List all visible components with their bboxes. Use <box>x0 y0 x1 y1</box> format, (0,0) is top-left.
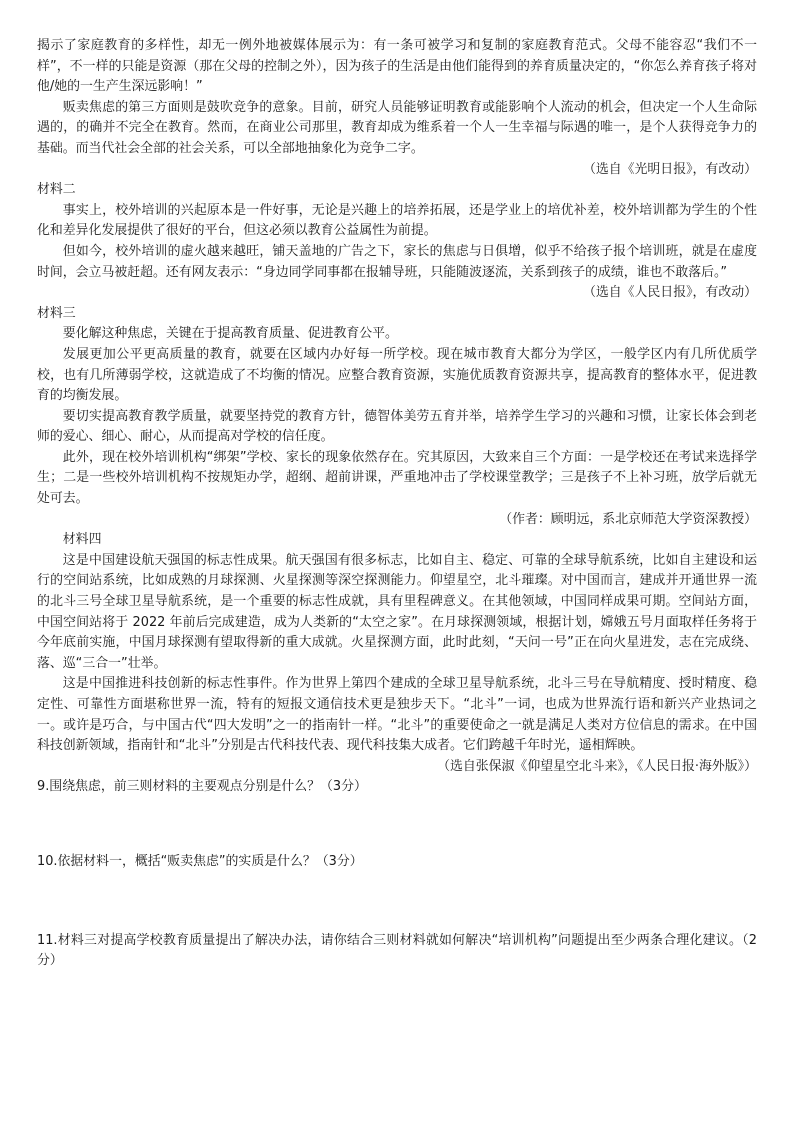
material2-source: （选自《人民日报》，有改动） <box>582 285 757 301</box>
material2-heading: 材料二 <box>37 182 76 198</box>
material3-paragraph: 要化解这种焦虑，关键在于提高教育质量、促进教育公平。 <box>62 326 398 342</box>
material3-paragraph: 发展更加公平更高质量的教育，就要在区域内办好每一所学校。现在城市教育大都分为学区，一般学区内有几所优质学校，也有几所薄弱学校，这就造成了不均衡的情况。应整合教育资源，实施优质教育资源共享，提高教育的整体水平，促进教育的均衡发展。 <box>37 346 757 404</box>
question-10: 10.依据材料一，概括“贩卖焦虑”的实质是什么？（3分） <box>37 853 363 869</box>
material4-paragraph: 这是中国建设航天强国的标志性成果。航天强国有很多标志，比如自主、稳定、可靠的全球导航系统，比如自主建设和运行的空间站系统，比如成熟的月球探测、火星探测等深空探测能力。仰望星空，北斗璀璨。对中国而言，建成并开通世界一流的北斗三号全球卫星导航系统，是一个重要的标志性成就，具有里程碑意义。在其他领域，中国同样成果可期。空间站方面，中国空间站将于 2022 年前后完成建造，成为人类新的“太空之家”。在月球探测领域，根据计划，嫦娥五号月面取样任务将于今年底前实施，中国月球探测有望取得新的重大成就。火星探测方面，此时此刻，“天问一号”正在向火星进发，志在完成绕、落、巡“三合一”壮举。 <box>37 552 757 671</box>
material1-source: （选自《光明日报》，有改动） <box>582 161 757 177</box>
material3-paragraph: 此外，现在校外培训机构“绑架”学校、家长的现象依然存在。究其原因，大致来自三个方面：一是学校还在考试来选择学生；二是一些校外培训机构不按规矩办学，超纲、超前讲课，严重地冲击了学校课堂教学；三是孩子不上补习班，放学后就无处可去。 <box>37 449 757 507</box>
answer-space-9 <box>37 798 757 852</box>
exam-page <box>37 36 757 972</box>
question-11: 11.材料三对提高学校教育质量提出了解决办法，请你结合三则材料就如何解决“培训机构”问题提出至少两条合理化建议。（2分） <box>37 932 757 969</box>
material3-paragraph: 要切实提高教育教学质量，就要坚持党的教育方针，德智体美劳五育并举，培养学生学习的兴趣和习惯，让家长体会到老师的爱心、细心、耐心，从而提高对学校的信任度。 <box>37 408 757 445</box>
material3-source: （作者：顾明远，系北京师范大学资深教授） <box>499 511 757 527</box>
material1-paragraph: 揭示了家庭教育的多样性，却无一例外地被媒体展示为：有一条可被学习和复制的家庭教育范式。父母不能容忍“我们不一样”，不一样的只能是资源（那在父母的控制之外），因为孩子的生活是由他们能得到的养育质量决定的，“你怎么养育孩子将对他/她的一生产生深远影响！” <box>37 38 757 95</box>
material2-paragraph: 事实上，校外培训的兴起原本是一件好事，无论是兴趣上的培养拓展，还是学业上的培优补差，校外培训都为学生的个性化和差异化发展提供了很好的平台，但这必须以教育公益属性为前提。 <box>37 202 757 239</box>
material4-paragraph: 这是中国推进科技创新的标志性事件。作为世界上第四个建成的全球卫星导航系统，北斗三号在导航精度、授时精度、稳定性、可靠性方面堪称世界一流，特有的短报文通信技术更是独步天下。“北斗”一词，也成为世界流行语和新兴产业热词之一。或许是巧合，与中国古代“四大发明”之一的指南针一样。“北斗”的重要使命之一就是满足人类对方位信息的需求。在中国科技创新领域，指南针和“北斗”分别是古代科技代表、现代科技集大成者。它们跨越千年时光，遥相辉映。 <box>37 676 757 754</box>
material2-paragraph: 但如今，校外培训的虚火越来越旺，铺天盖地的广告之下，家长的焦虑与日俱增，似乎不给孩子报个培训班，就是在虚度时间，会立马被赶超。还有网友表示：“身边同学同事都在报辅导班，只能随波逐流，关系到孩子的成绩，谁也不敢落后。” <box>37 243 757 280</box>
answer-space-10 <box>37 873 757 931</box>
material1-paragraph: 贩卖焦虑的第三方面则是鼓吹竞争的意象。目前，研究人员能够证明教育或能影响个人流动的机会，但决定一个人生命际遇的，的确并不完全在教育。然而，在商业公司那里，教育却成为维系着一个人一生幸福与际遇的唯一，是个人获得竞争力的基础。而当代社会全部的社会关系，可以全部地抽象化为竞争二字。 <box>37 99 757 156</box>
question-9: 9.围绕焦虑，前三则材料的主要观点分别是什么？（3分） <box>37 779 367 795</box>
material3-heading: 材料三 <box>37 305 76 321</box>
material4-source: （选自张保淑《仰望星空北斗来》，《人民日报·海外版》） <box>437 758 757 774</box>
material4-heading: 材料四 <box>62 532 102 548</box>
